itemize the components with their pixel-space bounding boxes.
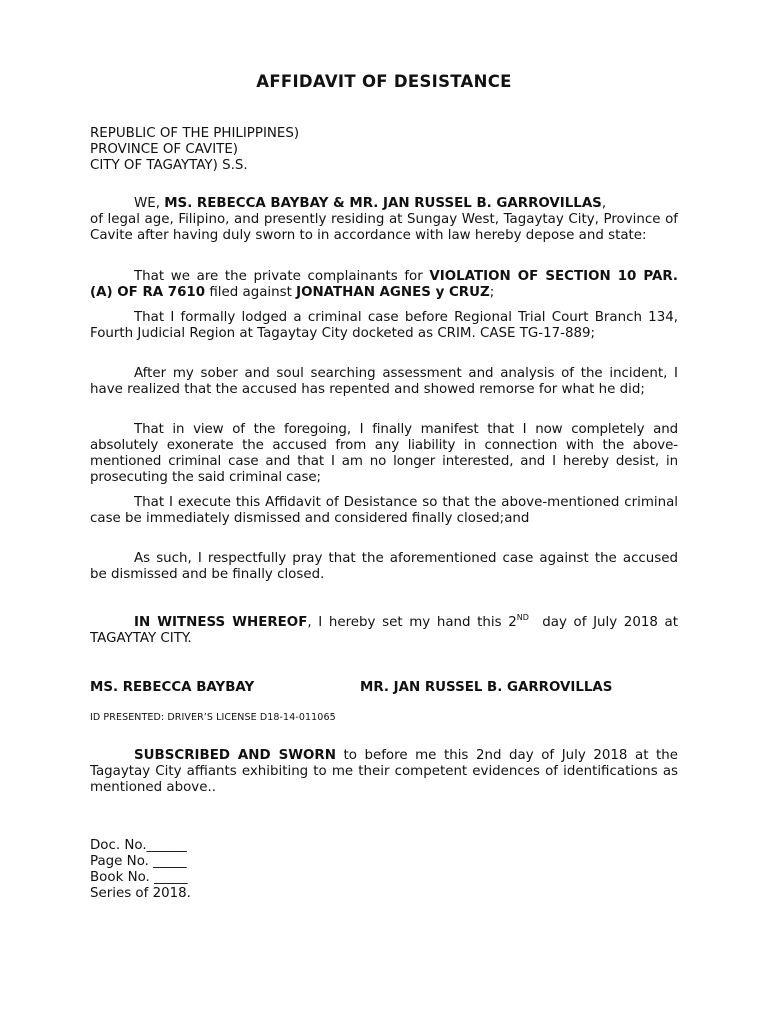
affiant-names: MS. REBECCA BAYBAY & MR. JAN RUSSEL B. GARROVILLAS [164,196,602,211]
paragraph-pray: As such, I respectfully pray that the aforementioned case against the accused be dismissed and be finally closed. [90,551,678,582]
intro-rest: of legal age, Filipino, and presently residing at Sungay West, Tagaytay City, Province of Cavite after having duly sworn to in accordance with law hereby depose and state: [90,212,678,243]
venue-line-city: CITY OF TAGAYTAY) S.S. [90,158,248,173]
paragraph-complainants [90,269,678,301]
accused-name: JONATHAN AGNES y CRUZ [296,285,490,300]
intro-we: WE, [134,196,165,211]
paragraph-exonerate: That in view of the foregoing, I finally manifest that I now completely and absolutely exonerate the accused from any liability in connection with the above-mentioned criminal case and that I am no longer interested, and I hereby desist, in prosecuting the said criminal case; [90,422,678,485]
book-no: Book No. _____ [90,870,188,885]
subscribed-text: to before me this 2nd day of July 2018 at the Tagaytay City affiants exhibiting to me their competent evidences of identifications as mentioned above.. [90,748,678,795]
signatory-baybay: MS. REBECCA BAYBAY [90,680,255,695]
id-presented: ID PRESENTED: DRIVER’S LICENSE D18-14-011065 [90,712,336,723]
doc-no: Doc. No.______ [90,838,187,853]
venue-line-country: REPUBLIC OF THE PHILIPPINES) [90,126,300,141]
witness-text-a: , I hereby set my hand this 2 [307,615,517,630]
paragraph-subscribed [90,748,678,796]
venue-line-province: PROVINCE OF CAVITE) [90,142,239,157]
witness-heading: IN WITNESS WHEREOF [134,615,308,630]
ordinal-suffix: ND [516,613,529,622]
p1-text-c: filed against [205,285,297,300]
subscribed-heading: SUBSCRIBED AND SWORN [134,748,336,763]
paragraph-assessment: After my sober and soul searching assessment and analysis of the incident, I have realized that the accused has repented and showed remorse for what he did; [90,366,678,397]
paragraph-execute: That I execute this Affidavit of Desistance so that the above-mentioned criminal case be immediately dismissed and considered finally closed;and [90,495,678,526]
paragraph-witness [90,613,683,647]
series: Series of 2018. [90,886,191,901]
violation-text: VIOLATION OF SECTION 10 PAR. (A) OF RA 7610 [90,269,678,300]
intro-comma: , [601,196,607,211]
signatory-garrovillas: MR. JAN RUSSEL B. GARROVILLAS [360,680,613,695]
page-no: Page No. _____ [90,854,187,869]
p1-text-e: ; [489,285,495,300]
paragraph-case-lodged: That I formally lodged a criminal case before Regional Trial Court Branch 134, Fourth Judicial Region at Tagaytay City docketed as CRIM. CASE TG-17-889; [90,310,678,341]
witness-text-b: day of July 2018 at TAGAYTAY CITY. [90,615,683,646]
p1-text-a: That we are the private complainants for [134,269,430,284]
notary-block [90,838,191,902]
venue-block [90,126,299,174]
document-title: AFFIDAVIT OF DESISTANCE [256,72,512,91]
intro-paragraph [90,196,678,244]
